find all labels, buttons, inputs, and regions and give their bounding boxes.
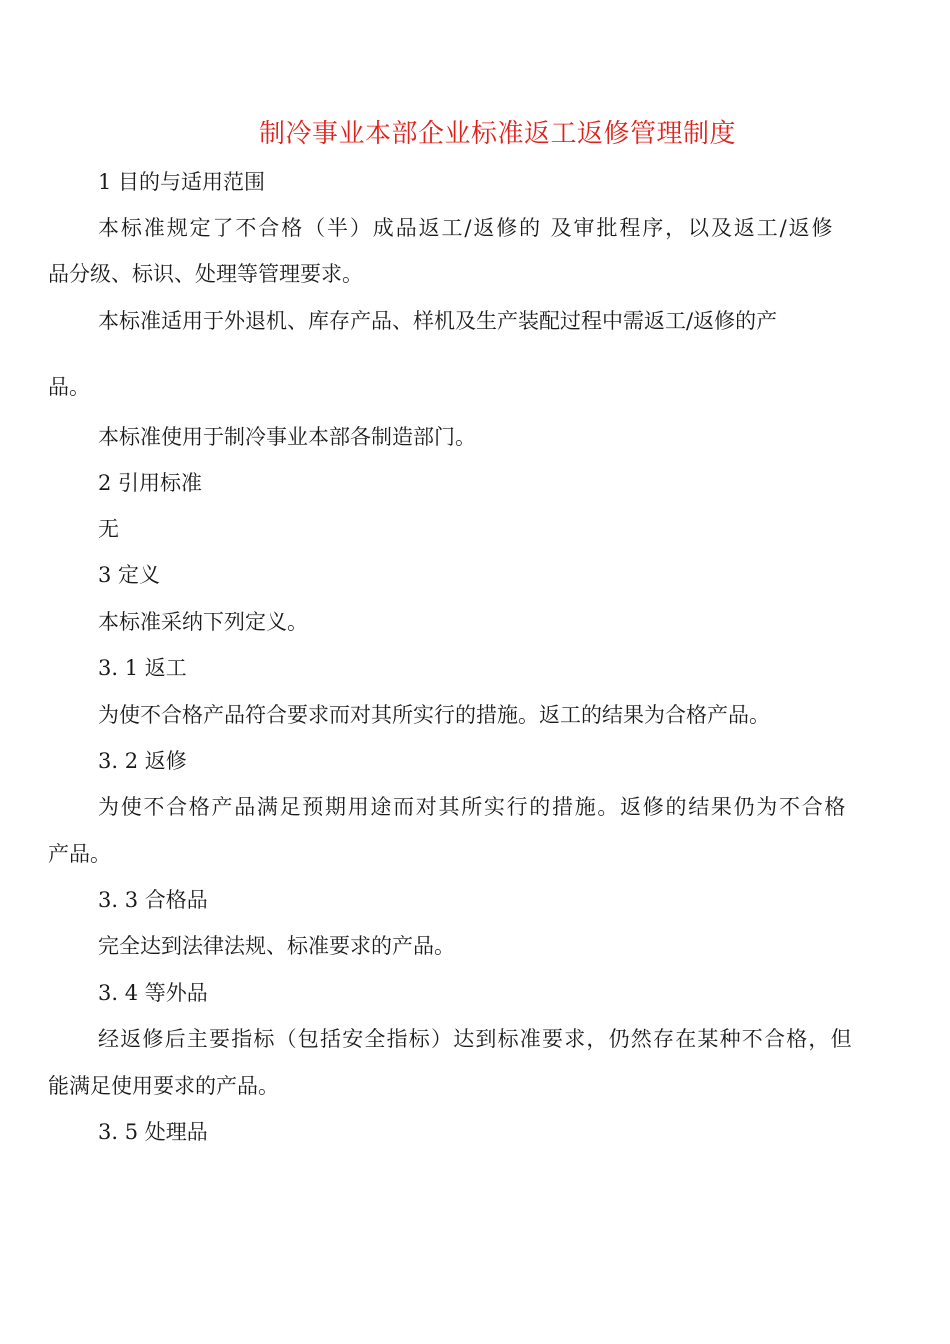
section-3-intro: 本标准采纳下列定义。: [98, 610, 308, 634]
section-3-2-body-line-1: 为使不合格产品满足预期用途而对其所实行的措施。返修的结果仍为不合格: [98, 795, 848, 819]
section-2-heading: 2 引用标准: [98, 471, 203, 495]
paragraph-applicability-line-2: 品。: [48, 375, 90, 399]
paragraph-applicability-line-1: 本标准适用于外退机、库存产品、样机及生产装配过程中需返工/返修的产: [98, 309, 778, 333]
paragraph-usage: 本标准使用于制冷事业本部各制造部门。: [98, 425, 476, 449]
section-3-3-body: 完全达到法律法规、标准要求的产品。: [98, 934, 455, 958]
section-3-3-heading: 3. 3 合格品: [98, 888, 208, 912]
section-3-1-heading: 3. 1 返工: [98, 656, 187, 680]
section-3-1-body: 为使不合格产品符合要求而对其所实行的措施。返工的结果为合格产品。: [98, 703, 770, 727]
section-3-2-heading: 3. 2 返修: [98, 749, 187, 773]
section-3-5-heading: 3. 5 处理品: [98, 1120, 208, 1144]
section-3-2-body-line-2: 产品。: [48, 842, 111, 866]
section-3-4-body-line-1: 经返修后主要指标（包括安全指标）达到标准要求，仍然存在某种不合格，但: [98, 1027, 853, 1051]
document-title: 制冷事业本部企业标准返工返修管理制度: [258, 119, 736, 149]
section-3-4-heading: 3. 4 等外品: [98, 981, 208, 1005]
section-3-heading: 3 定义: [98, 563, 161, 587]
section-3-4-body-line-2: 能满足使用要求的产品。: [48, 1074, 279, 1098]
paragraph-scope-line-2: 品分级、标识、处理等管理要求。: [48, 262, 363, 286]
section-2-body: 无: [98, 517, 119, 541]
section-1-heading: 1 目的与适用范围: [98, 170, 266, 194]
paragraph-scope-line-1: 本标准规定了不合格（半）成品返工/返修的 及审批程序，以及返工/返修: [98, 216, 835, 240]
